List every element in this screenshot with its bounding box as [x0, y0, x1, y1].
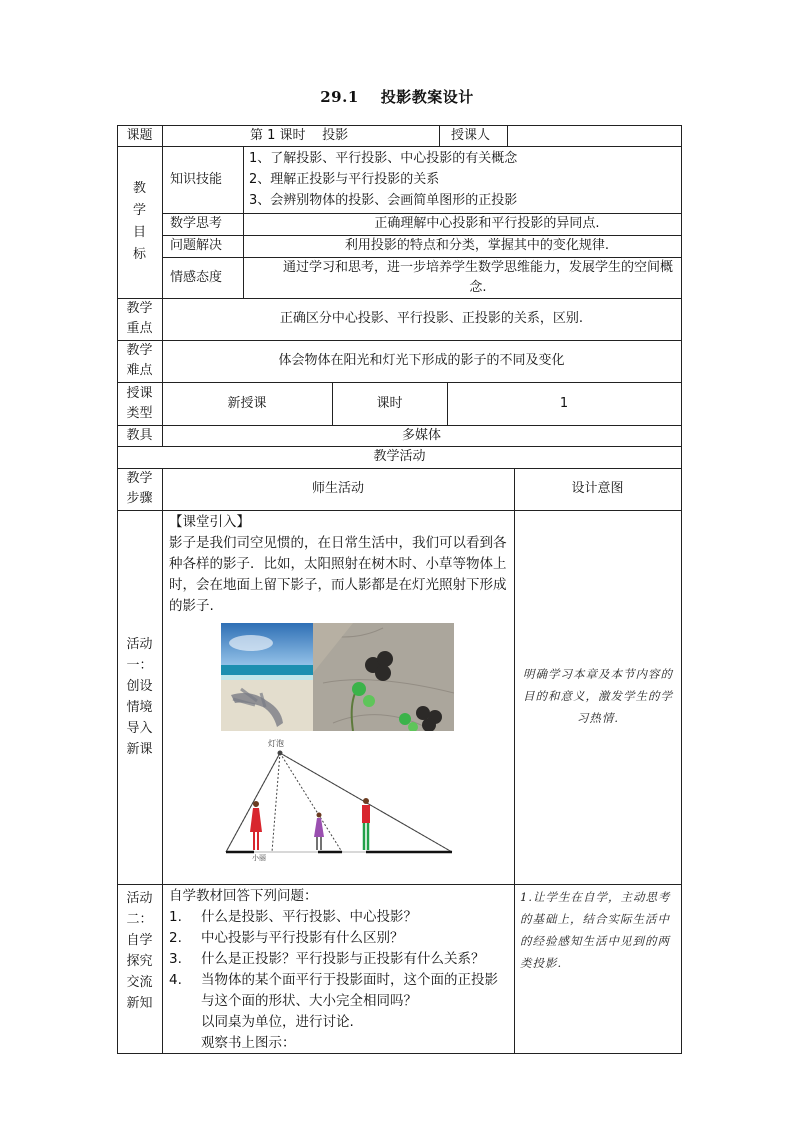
person-red	[250, 801, 262, 850]
activity2-discuss: 以同桌为单位，进行讨论.	[201, 1014, 354, 1030]
title-text: 投影教案设计	[380, 88, 474, 106]
lesson-type-label-line: 授课	[126, 385, 153, 401]
activity1-label-line: 一：	[126, 658, 153, 673]
activity1-label-line: 创设	[126, 679, 153, 694]
key-point-label-line: 教学	[126, 301, 153, 316]
question-number: 3.	[169, 951, 182, 967]
activity2-label	[117, 884, 162, 1019]
course-label: 课题	[126, 127, 153, 143]
key-point-label-line: 重点	[126, 321, 153, 336]
key-point-value: 正确区分中心投影、平行投影、正投影的关系，区别.	[279, 311, 584, 326]
math-value: 正确理解中心投影和平行投影的异同点.	[374, 216, 600, 231]
activity1-label-line: 导入	[126, 721, 153, 736]
goals-label-char: 目	[132, 225, 146, 240]
beach-photo	[221, 623, 313, 731]
activities-header: 教学活动	[373, 449, 426, 464]
activity1-label	[117, 510, 162, 884]
steps-label	[117, 468, 162, 510]
knowledge-label: 知识技能	[170, 171, 223, 187]
activity2-label-line: 二：	[126, 912, 153, 927]
lesson-type-label-line: 类型	[126, 405, 153, 421]
teacher-label: 授课人	[451, 127, 491, 143]
goals-label-char: 教	[132, 181, 146, 196]
question-text: 什么是正投影？平行投影与正投影有什么关系？	[201, 951, 485, 967]
activity1-label-line: 情境	[126, 700, 153, 715]
activity2-label-line: 自学	[126, 933, 153, 948]
lamp-diagram	[220, 740, 460, 865]
activity1-intent: 明确学习本章及本节内容的目的和意义，激发学生的学习热情.	[523, 667, 673, 725]
problem-value: 利用投影的特点和分类，掌握其中的变化规律.	[344, 238, 610, 253]
activity1-text: 影子是我们司空见惯的，在日常生活中，我们可以看到各种各样的影子．比如，太阳照射在树木时、小草等物体上时，会在地面上留下影子，而人影都是在灯光照射下形成的影子.	[169, 535, 507, 614]
difficulty-label	[117, 340, 162, 382]
question-item	[169, 928, 509, 949]
knowledge-item: 1、了解投影、平行投影、中心投影的有关概念	[249, 151, 518, 166]
light-rays	[226, 753, 452, 852]
question-list	[169, 907, 509, 1012]
tools-label: 教具	[126, 427, 153, 443]
question-number: 1.	[169, 909, 182, 925]
question-item	[169, 949, 509, 970]
difficulty-value: 体会物体在阳光和灯光下形成的影子的不同及变化	[278, 353, 565, 368]
difficulty-label-line: 教学	[126, 343, 153, 358]
emotion-label: 情感态度	[170, 269, 223, 285]
intent-header: 设计意图	[571, 481, 624, 496]
lamp-label: 灯泡	[268, 739, 284, 748]
knowledge-item: 2、理解正投影与平行投影的关系	[249, 172, 440, 187]
key-point-label	[117, 298, 162, 340]
activity2-label-line: 新知	[126, 996, 153, 1011]
activity2-intent: 1.让学生在自学，主动思考的基础上，结合实际生活中的经验感知生活中见到的两类投影.	[520, 890, 671, 970]
person-purple	[314, 813, 324, 851]
question-text: 什么是投影、平行投影、中心投影？	[201, 909, 417, 925]
activity2-observe: 观察书上图示：	[201, 1035, 296, 1051]
goals-label-char: 标	[132, 247, 146, 262]
goals-section-label	[117, 146, 162, 298]
activity1-label-line: 活动	[126, 637, 153, 652]
lesson-type-value: 新授课	[227, 395, 267, 411]
activity1-label-line: 新课	[126, 742, 153, 757]
hours-value: 1	[559, 395, 569, 411]
problem-label: 问题解决	[170, 238, 223, 253]
activity2-content	[169, 886, 509, 1054]
question-number: 2.	[169, 930, 182, 946]
title-number: 29.1	[320, 88, 359, 106]
activity2-label-line: 探究	[126, 954, 153, 969]
goals-label-char: 学	[132, 203, 146, 218]
activity2-label-line: 活动	[126, 891, 153, 906]
activity1-content	[169, 512, 509, 617]
knowledge-list	[249, 148, 679, 212]
clover-photo	[313, 623, 454, 731]
question-number: 4.	[169, 972, 182, 988]
teacher-value	[512, 125, 680, 146]
question-item	[169, 970, 509, 1012]
question-text: 当物体的某个面平行于投影面时，这个面的正投影与这个面的形状、大小完全相同吗？	[201, 972, 498, 1009]
course-value: 第 1 课时 投影	[250, 127, 349, 143]
lesson-type-label	[117, 382, 162, 425]
question-text: 中心投影与平行投影有什么区别？	[201, 930, 404, 946]
question-item	[169, 907, 509, 928]
person-green	[362, 798, 370, 850]
page-title	[0, 86, 794, 107]
activity2-label-line: 交流	[126, 975, 153, 990]
activity1-heading: 【课堂引入】	[169, 514, 250, 530]
tools-value: 多媒体	[401, 427, 441, 443]
steps-label-line: 步骤	[126, 491, 153, 506]
knowledge-item: 3、会辨别物体的投影、会画简单图形的正投影	[249, 193, 518, 208]
emotion-value: 通过学习和思考，进一步培养学生数学思维能力，发展学生的空间概念.	[282, 260, 673, 295]
difficulty-label-line: 难点	[126, 363, 153, 378]
steps-label-line: 教学	[126, 471, 153, 486]
person-label: 小丽	[252, 854, 266, 862]
hours-label: 课时	[376, 395, 403, 411]
math-label: 数学思考	[170, 216, 223, 231]
activity2-intro: 自学教材回答下列问题：	[169, 888, 318, 904]
bulb-icon	[278, 751, 283, 756]
teacher-student-header: 师生活动	[311, 481, 364, 496]
